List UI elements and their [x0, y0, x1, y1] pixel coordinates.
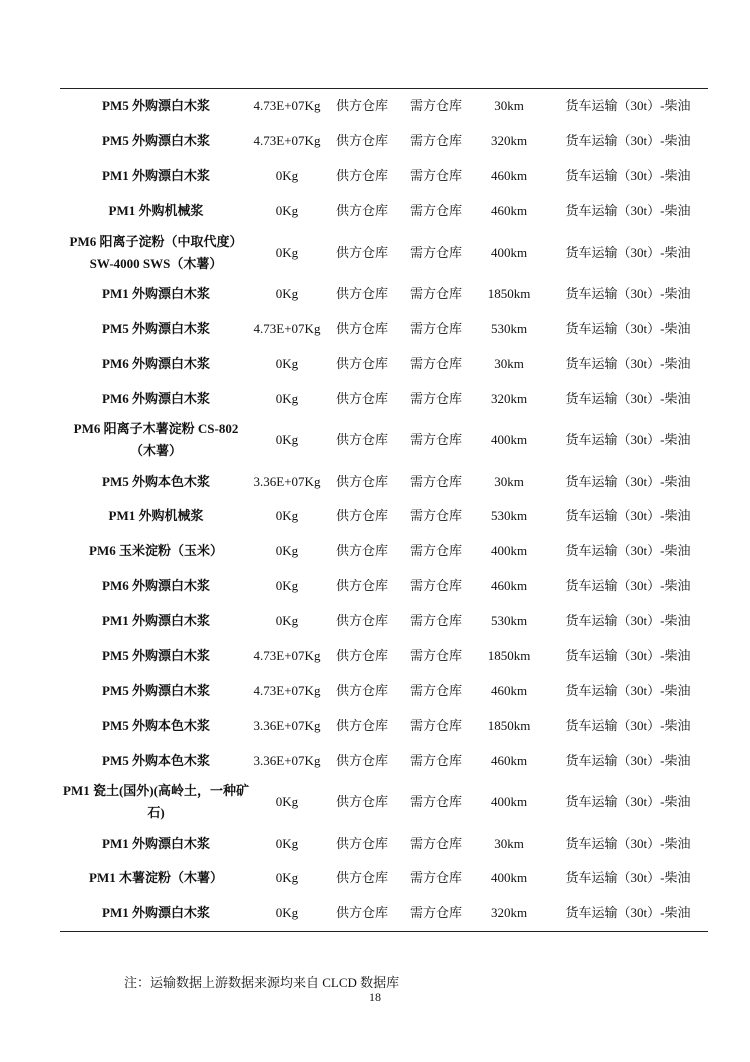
table-row	[60, 743, 708, 778]
quantity-cell: 3.36E+07Kg	[253, 717, 321, 733]
distance-cell: 460km	[490, 752, 528, 768]
distance-cell: 30km	[494, 355, 524, 371]
origin-cell: 供方仓库	[335, 244, 388, 260]
origin-cell: 供方仓库	[335, 473, 388, 489]
quantity-cell: 0Kg	[275, 613, 299, 629]
table-row	[60, 708, 708, 743]
destination-cell: 需方仓库	[409, 752, 462, 768]
transport-mode-cell: 货车运输（30t）-柴油	[565, 682, 691, 698]
destination-cell: 需方仓库	[409, 905, 462, 921]
distance-cell: 400km	[490, 432, 528, 448]
origin-cell: 供方仓库	[335, 133, 388, 149]
material-name-text: PM6 外购漂白木浆	[102, 390, 210, 406]
material-name-text: PM1 木薯淀粉（木薯）	[89, 870, 223, 886]
origin-cell: 供方仓库	[335, 835, 388, 851]
origin-cell: 供方仓库	[335, 905, 388, 921]
origin-cell: 供方仓库	[335, 203, 388, 219]
distance-cell: 30km	[494, 835, 524, 851]
destination-cell: 需方仓库	[409, 613, 462, 629]
destination-cell: 需方仓库	[409, 543, 462, 559]
table-row	[60, 604, 708, 639]
material-name-text: PM6 外购漂白木浆	[102, 355, 210, 371]
destination-cell: 需方仓库	[409, 835, 462, 851]
table-row	[60, 311, 708, 346]
origin-cell: 供方仓库	[335, 682, 388, 698]
material-name-text: PM1 外购机械浆	[108, 203, 204, 219]
material-name-cell	[60, 743, 252, 778]
origin-cell: 供方仓库	[335, 98, 388, 114]
quantity-cell: 0Kg	[275, 168, 299, 184]
table-row	[60, 159, 708, 194]
distance-cell: 1850km	[487, 717, 531, 733]
transport-mode-cell: 货车运输（30t）-柴油	[565, 717, 691, 733]
distance-cell: 400km	[490, 870, 528, 886]
table-note: 注：运输数据上游数据来源均来自 CLCD 数据库	[124, 975, 400, 990]
material-name-cell	[60, 464, 252, 499]
destination-cell: 需方仓库	[409, 682, 462, 698]
material-name-cell	[60, 861, 252, 896]
distance-cell: 400km	[490, 543, 528, 559]
table-row	[60, 464, 708, 499]
distance-cell: 460km	[490, 578, 528, 594]
material-name-text: PM1 外购漂白木浆	[102, 286, 210, 301]
origin-cell: 供方仓库	[335, 320, 388, 336]
material-name-cell	[60, 534, 252, 569]
destination-cell: 需方仓库	[409, 794, 462, 810]
material-name-text: PM5 外购本色木浆	[102, 717, 210, 733]
destination-cell: 需方仓库	[409, 473, 462, 489]
transport-mode-cell: 货车运输（30t）-柴油	[565, 835, 691, 851]
material-name-cell	[60, 89, 252, 124]
destination-cell: 需方仓库	[409, 578, 462, 594]
destination-cell: 需方仓库	[409, 203, 462, 219]
material-name-text: PM1 外购漂白木浆	[102, 613, 210, 629]
origin-cell: 供方仓库	[335, 648, 388, 664]
table-row	[60, 124, 708, 159]
origin-cell: 供方仓库	[335, 870, 388, 886]
material-name-text: PM6 玉米淀粉（玉米）	[89, 543, 223, 559]
distance-cell: 320km	[490, 905, 528, 921]
material-name-text: PM6 阳离子木薯淀粉 CS-802（木薯）	[73, 421, 239, 459]
material-name-text: PM5 外购本色木浆	[102, 752, 210, 768]
quantity-cell: 0Kg	[275, 203, 299, 219]
table-row	[60, 639, 708, 674]
transport-mode-cell: 货车运输（30t）-柴油	[565, 752, 691, 768]
material-name-cell	[60, 416, 252, 464]
distance-cell: 1850km	[487, 286, 531, 301]
quantity-cell: 0Kg	[275, 390, 299, 406]
table-row	[60, 381, 708, 416]
quantity-cell: 4.73E+07Kg	[253, 648, 321, 664]
quantity-cell: 3.36E+07Kg	[253, 473, 321, 489]
transport-mode-cell: 货车运输（30t）-柴油	[565, 320, 691, 336]
material-name-cell	[60, 896, 252, 931]
quantity-cell: 0Kg	[275, 905, 299, 921]
table-row	[60, 229, 708, 277]
destination-cell: 需方仓库	[409, 870, 462, 886]
material-name-cell	[60, 826, 252, 861]
quantity-cell: 4.73E+07Kg	[253, 320, 321, 336]
transport-mode-cell: 货车运输（30t）-柴油	[565, 390, 691, 406]
material-name-text: PM1 外购漂白木浆	[102, 168, 210, 184]
material-name-cell	[60, 604, 252, 639]
material-name-text: PM5 外购漂白木浆	[102, 98, 210, 114]
destination-cell: 需方仓库	[409, 432, 462, 448]
transport-mode-cell: 货车运输（30t）-柴油	[565, 355, 691, 371]
origin-cell: 供方仓库	[335, 543, 388, 559]
table-row	[60, 346, 708, 381]
material-name-text: PM1 瓷土(国外)(高岭土，一种矿石)	[63, 783, 249, 821]
distance-cell: 400km	[490, 244, 528, 260]
material-name-text: PM1 外购漂白木浆	[102, 905, 210, 921]
material-name-cell	[60, 673, 252, 708]
destination-cell: 需方仓库	[409, 286, 462, 301]
table-row	[60, 673, 708, 708]
material-name-text: PM1 外购漂白木浆	[102, 835, 210, 851]
destination-cell: 需方仓库	[409, 648, 462, 664]
material-name-text: PM5 外购本色木浆	[102, 473, 210, 489]
origin-cell: 供方仓库	[335, 578, 388, 594]
transport-mode-cell: 货车运输（30t）-柴油	[565, 578, 691, 594]
distance-cell: 530km	[490, 320, 528, 336]
transport-mode-cell: 货车运输（30t）-柴油	[565, 648, 691, 664]
transport-data-table	[60, 88, 708, 932]
material-name-text: PM1 外购机械浆	[108, 508, 204, 524]
material-name-cell	[60, 499, 252, 534]
quantity-cell: 0Kg	[275, 543, 299, 559]
material-name-cell	[60, 569, 252, 604]
table-row	[60, 778, 708, 826]
distance-cell: 530km	[490, 508, 528, 524]
destination-cell: 需方仓库	[409, 390, 462, 406]
table-row	[60, 416, 708, 464]
origin-cell: 供方仓库	[335, 168, 388, 184]
destination-cell: 需方仓库	[409, 508, 462, 524]
quantity-cell: 0Kg	[275, 508, 299, 524]
quantity-cell: 0Kg	[275, 286, 299, 301]
origin-cell: 供方仓库	[335, 717, 388, 733]
transport-mode-cell: 货车运输（30t）-柴油	[565, 905, 691, 921]
transport-mode-cell: 货车运输（30t）-柴油	[565, 432, 691, 448]
material-name-cell	[60, 124, 252, 159]
page-number: 18	[369, 990, 381, 1004]
transport-mode-cell: 货车运输（30t）-柴油	[565, 543, 691, 559]
transport-mode-cell: 货车运输（30t）-柴油	[565, 508, 691, 524]
table-row	[60, 89, 708, 124]
table-row	[60, 499, 708, 534]
destination-cell: 需方仓库	[409, 244, 462, 260]
distance-cell: 320km	[490, 390, 528, 406]
origin-cell: 供方仓库	[335, 794, 388, 810]
material-name-cell	[60, 381, 252, 416]
material-name-cell	[60, 194, 252, 229]
table-row	[60, 861, 708, 896]
distance-cell: 460km	[490, 168, 528, 184]
table-row	[60, 569, 708, 604]
transport-mode-cell: 货车运输（30t）-柴油	[565, 473, 691, 489]
transport-mode-cell: 货车运输（30t）-柴油	[565, 244, 691, 260]
quantity-cell: 4.73E+07Kg	[253, 682, 321, 698]
quantity-cell: 4.73E+07Kg	[253, 98, 321, 114]
quantity-cell: 4.73E+07Kg	[253, 133, 321, 149]
transport-mode-cell: 货车运输（30t）-柴油	[565, 870, 691, 886]
destination-cell: 需方仓库	[409, 717, 462, 733]
distance-cell: 530km	[490, 613, 528, 629]
material-name-cell	[60, 311, 252, 346]
material-name-cell	[60, 277, 252, 312]
material-name-cell	[60, 639, 252, 674]
origin-cell: 供方仓库	[335, 355, 388, 371]
quantity-cell: 0Kg	[275, 355, 299, 371]
distance-cell: 320km	[490, 133, 528, 149]
destination-cell: 需方仓库	[409, 168, 462, 184]
table-row	[60, 896, 708, 931]
destination-cell: 需方仓库	[409, 133, 462, 149]
quantity-cell: 0Kg	[275, 870, 299, 886]
table-row	[60, 277, 708, 312]
destination-cell: 需方仓库	[409, 355, 462, 371]
transport-mode-cell: 货车运输（30t）-柴油	[565, 203, 691, 219]
transport-mode-cell: 货车运输（30t）-柴油	[565, 794, 691, 810]
origin-cell: 供方仓库	[335, 752, 388, 768]
table-row	[60, 534, 708, 569]
distance-cell: 460km	[490, 203, 528, 219]
distance-cell: 400km	[490, 794, 528, 810]
quantity-cell: 0Kg	[275, 794, 299, 810]
origin-cell: 供方仓库	[335, 613, 388, 629]
table-row	[60, 826, 708, 861]
material-name-text: PM5 外购漂白木浆	[102, 320, 210, 336]
quantity-cell: 3.36E+07Kg	[253, 752, 321, 768]
material-name-cell	[60, 159, 252, 194]
quantity-cell: 0Kg	[275, 578, 299, 594]
material-name-cell	[60, 708, 252, 743]
transport-mode-cell: 货车运输（30t）-柴油	[565, 133, 691, 149]
material-name-cell	[60, 346, 252, 381]
transport-mode-cell: 货车运输（30t）-柴油	[565, 613, 691, 629]
quantity-cell: 0Kg	[275, 244, 299, 260]
material-name-cell	[60, 778, 252, 826]
transport-mode-cell: 货车运输（30t）-柴油	[565, 168, 691, 184]
quantity-cell: 0Kg	[275, 432, 299, 448]
origin-cell: 供方仓库	[335, 390, 388, 406]
transport-mode-cell: 货车运输（30t）-柴油	[565, 98, 691, 114]
table-row	[60, 194, 708, 229]
origin-cell: 供方仓库	[335, 508, 388, 524]
quantity-cell: 0Kg	[275, 835, 299, 851]
distance-cell: 30km	[494, 473, 524, 489]
material-name-text: PM6 阳离子淀粉（中取代度）SW-4000 SWS（木薯）	[69, 233, 243, 271]
table-body	[60, 89, 708, 931]
material-name-text: PM5 外购漂白木浆	[102, 133, 210, 149]
material-name-text: PM6 外购漂白木浆	[102, 578, 210, 594]
distance-cell: 1850km	[487, 648, 531, 664]
destination-cell: 需方仓库	[409, 320, 462, 336]
distance-cell: 30km	[494, 98, 524, 114]
material-name-text: PM5 外购漂白木浆	[102, 648, 210, 664]
distance-cell: 460km	[490, 682, 528, 698]
origin-cell: 供方仓库	[335, 286, 388, 301]
material-name-text: PM5 外购漂白木浆	[102, 682, 210, 698]
origin-cell: 供方仓库	[335, 432, 388, 448]
transport-mode-cell: 货车运输（30t）-柴油	[565, 286, 691, 301]
destination-cell: 需方仓库	[409, 98, 462, 114]
material-name-cell	[60, 229, 252, 277]
